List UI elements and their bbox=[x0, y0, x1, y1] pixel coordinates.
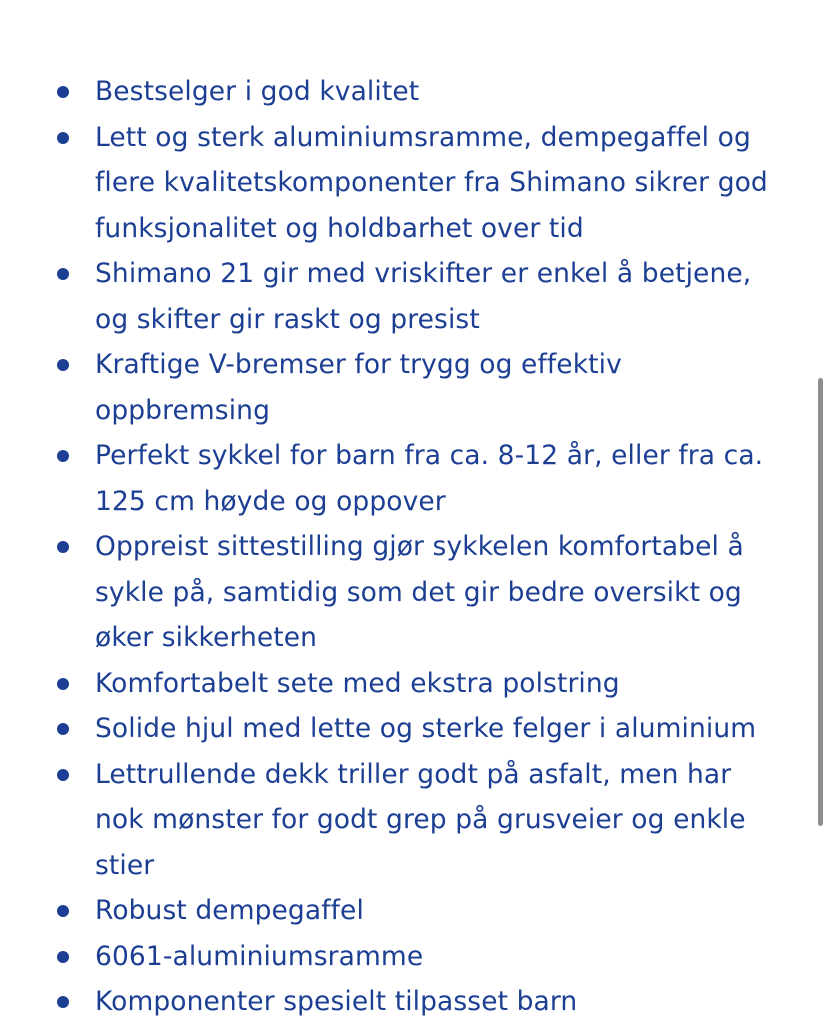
list-item bbox=[0, 979, 800, 1025]
list-item bbox=[0, 752, 800, 889]
bullet-icon bbox=[57, 359, 69, 371]
list-item-text: Bestselger i god kvalitet bbox=[95, 76, 420, 107]
bullet-icon bbox=[57, 951, 69, 963]
list-item-text: Lettrullende dekk triller godt på asfalt, men har nok mønster for godt grep på grusveier og enkle stier bbox=[95, 758, 746, 881]
list-item bbox=[0, 888, 800, 934]
list-item bbox=[0, 115, 800, 252]
list-item bbox=[0, 342, 800, 433]
bullet-icon bbox=[57, 450, 69, 462]
list-item-text: Lett og sterk aluminiumsramme, dempegaffel og flere kvalitetskomponenter fra Shimano sikrer god funksjonalitet og holdbarhet over tid bbox=[95, 121, 768, 244]
list-item-text: Oppreist sittestilling gjør sykkelen komfortabel å sykle på, samtidig som det gir bedre oversikt og øker sikkerheten bbox=[95, 531, 744, 653]
bullet-icon bbox=[57, 905, 69, 917]
bullet-icon bbox=[57, 86, 69, 98]
list-item bbox=[0, 706, 800, 752]
bullet-icon bbox=[57, 678, 69, 690]
list-item-text: Perfekt sykkel for barn fra ca. 8-12 år, eller fra ca. 125 cm høyde og oppover bbox=[95, 440, 764, 517]
bullet-icon bbox=[57, 541, 69, 553]
list-item-text: Shimano 21 gir med vriskifter er enkel å betjene, og skifter gir raskt og presist bbox=[95, 258, 752, 335]
list-item bbox=[0, 433, 800, 524]
feature-list bbox=[0, 69, 800, 1025]
bullet-icon bbox=[57, 723, 69, 735]
scrollbar[interactable] bbox=[818, 378, 823, 826]
list-item bbox=[0, 661, 800, 707]
list-item-text: Solide hjul med lette og sterke felger i aluminium bbox=[95, 713, 757, 744]
list-item-text: Komfortabelt sete med ekstra polstring bbox=[95, 667, 620, 699]
bullet-icon bbox=[57, 268, 69, 280]
list-item-text: Komponenter spesielt tilpasset barn bbox=[95, 986, 578, 1017]
list-item-text: Robust dempegaffel bbox=[95, 895, 364, 926]
bullet-icon bbox=[57, 132, 69, 144]
list-item bbox=[0, 251, 800, 342]
list-item bbox=[0, 524, 800, 661]
list-item bbox=[0, 69, 800, 115]
list-item-text: Kraftige V-bremser for trygg og effektiv oppbremsing bbox=[95, 349, 622, 426]
list-item-text: 6061-aluminiumsramme bbox=[95, 940, 424, 972]
bullet-icon bbox=[57, 996, 69, 1008]
list-item bbox=[0, 934, 800, 980]
bullet-icon bbox=[57, 769, 69, 781]
